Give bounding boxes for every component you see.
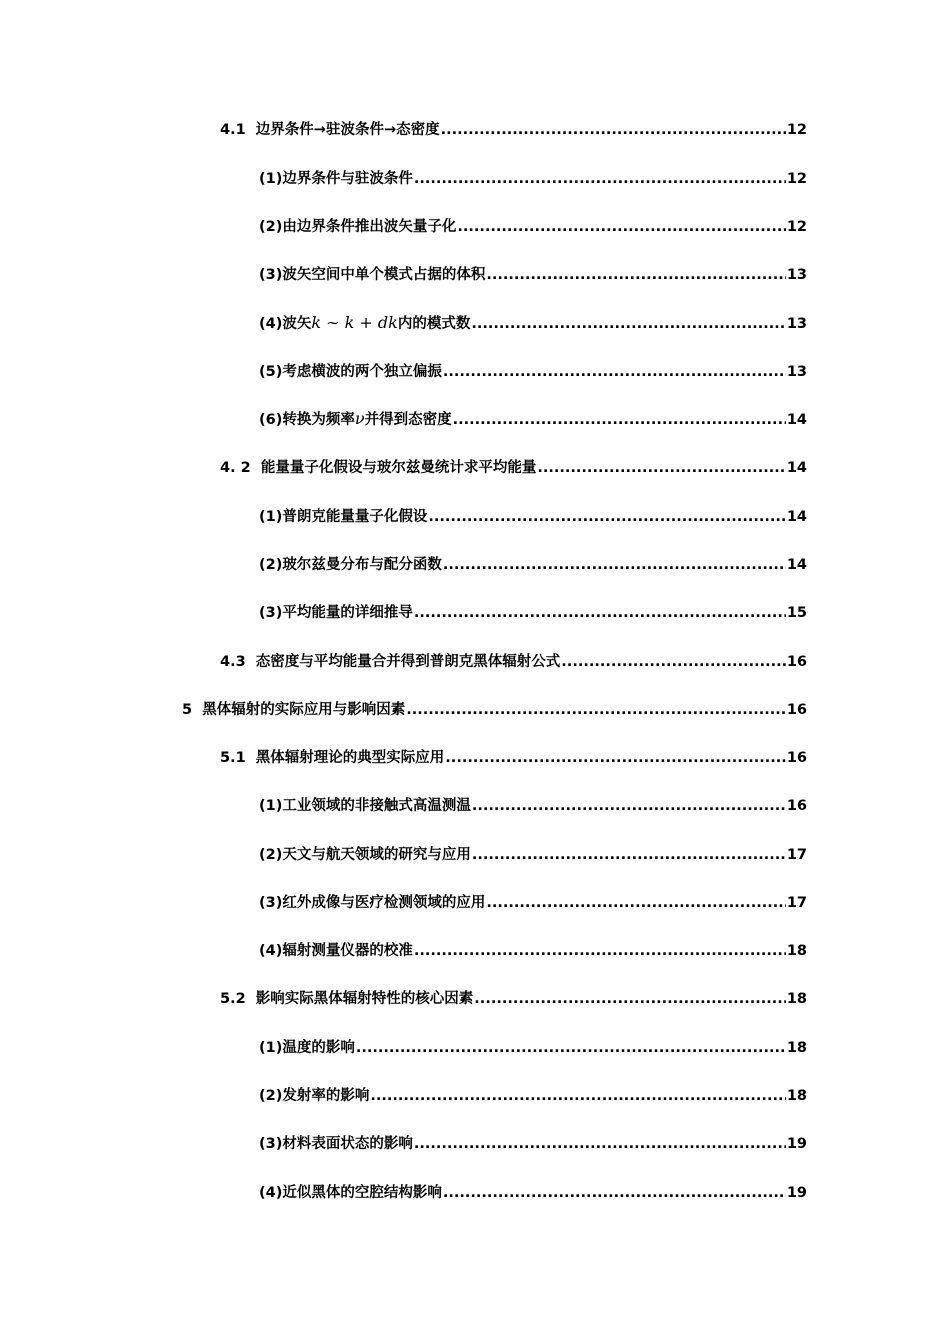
toc-title: 近似黑体的空腔结构影响 bbox=[282, 1185, 442, 1201]
toc-entry-5-2-3[interactable] bbox=[259, 1128, 807, 1154]
toc-page-number: 18 bbox=[786, 991, 807, 1007]
toc-entry-5-2-2[interactable] bbox=[259, 1080, 807, 1106]
toc-page-number: 14 bbox=[786, 460, 807, 476]
toc-title: 温度的影响 bbox=[282, 1040, 355, 1056]
toc-entry-4-1[interactable] bbox=[220, 114, 807, 140]
toc-entry-5-2[interactable] bbox=[220, 983, 807, 1009]
dot-leader bbox=[472, 796, 786, 816]
toc-entry-5-1-4[interactable] bbox=[259, 935, 807, 961]
toc-page-number: 17 bbox=[786, 895, 807, 911]
toc-page-number: 16 bbox=[786, 750, 807, 766]
toc-entry-4-1-2[interactable] bbox=[259, 211, 807, 237]
toc-page-number: 18 bbox=[786, 943, 807, 959]
toc-title: 考虑横波的两个独立偏振 bbox=[282, 364, 442, 380]
toc-page-number: 16 bbox=[786, 798, 807, 814]
toc-number: (5) bbox=[259, 364, 283, 380]
toc-entry-5-1-2[interactable] bbox=[259, 839, 807, 865]
dot-leader bbox=[406, 700, 786, 720]
toc-number: (3) bbox=[259, 605, 283, 621]
dot-leader bbox=[443, 362, 786, 382]
toc-number: (2) bbox=[259, 219, 283, 235]
toc-title: 材料表面状态的影响 bbox=[282, 1136, 413, 1152]
toc-page-number: 16 bbox=[786, 654, 807, 670]
math-expression: k ∼ k + dk bbox=[311, 313, 398, 332]
dot-leader bbox=[441, 120, 786, 140]
dot-leader bbox=[457, 217, 785, 237]
toc-page-number: 17 bbox=[786, 847, 807, 863]
toc-title-prefix: 转换为频率 bbox=[282, 412, 355, 428]
toc-title: 辐射测量仪器的校准 bbox=[282, 943, 413, 959]
toc-entry-4-2-1[interactable] bbox=[259, 501, 807, 527]
toc-page-number: 13 bbox=[786, 316, 807, 332]
toc-number: (2) bbox=[259, 557, 283, 573]
toc-page-number: 19 bbox=[786, 1136, 807, 1152]
toc-page-number: 12 bbox=[786, 122, 807, 138]
toc-title: 工业领域的非接触式高温测温 bbox=[282, 798, 471, 814]
toc-title: 玻尔兹曼分布与配分函数 bbox=[282, 557, 442, 573]
toc-entry-5-2-4[interactable] bbox=[259, 1177, 807, 1203]
dot-leader bbox=[414, 603, 786, 623]
toc-entry-5-2-1[interactable] bbox=[259, 1032, 807, 1058]
toc-number: (3) bbox=[259, 895, 283, 911]
dot-leader bbox=[443, 1183, 786, 1203]
toc-page-number: 15 bbox=[786, 605, 807, 621]
dot-leader bbox=[414, 941, 786, 961]
toc-number: (1) bbox=[259, 798, 283, 814]
dot-leader bbox=[472, 845, 786, 865]
toc-title: 普朗克能量量子化假设 bbox=[282, 509, 428, 525]
toc-entry-5-1[interactable] bbox=[220, 742, 807, 768]
dot-leader bbox=[474, 989, 786, 1009]
toc-title: 平均能量的详细推导 bbox=[282, 605, 413, 621]
dot-leader bbox=[445, 748, 786, 768]
toc-number: 4.3 bbox=[220, 654, 246, 670]
toc-entry-4-3[interactable] bbox=[220, 646, 807, 672]
dot-leader bbox=[370, 1086, 785, 1106]
toc-title: 由边界条件推出波矢量子化 bbox=[282, 219, 457, 235]
toc-number: 5.2 bbox=[220, 991, 246, 1007]
toc-page-number: 13 bbox=[786, 267, 807, 283]
toc-number: (3) bbox=[259, 267, 283, 283]
toc-number: (1) bbox=[259, 1040, 283, 1056]
dot-leader bbox=[561, 652, 786, 672]
toc-number: (4) bbox=[259, 1185, 283, 1201]
toc-entry-4-1-5[interactable] bbox=[259, 356, 807, 382]
toc-title: 黑体辐射理论的典型实际应用 bbox=[255, 750, 445, 766]
toc-entry-5[interactable] bbox=[182, 694, 807, 720]
toc-entry-4-2[interactable] bbox=[220, 452, 807, 478]
toc-title: 黑体辐射的实际应用与影响因素 bbox=[202, 702, 406, 718]
toc-number: 5.1 bbox=[220, 750, 246, 766]
toc-number: (3) bbox=[259, 1136, 283, 1152]
toc-title: 天文与航天领域的研究与应用 bbox=[282, 847, 471, 863]
dot-leader bbox=[471, 314, 785, 334]
toc-number: (1) bbox=[259, 171, 283, 187]
dot-leader bbox=[356, 1038, 786, 1058]
toc-title: 能量量子化假设与玻尔兹曼统计求平均能量 bbox=[260, 460, 537, 476]
toc-number: (6) bbox=[259, 412, 283, 428]
toc-page-number: 13 bbox=[786, 364, 807, 380]
toc-number: (4) bbox=[259, 943, 283, 959]
dot-leader bbox=[537, 458, 785, 478]
toc-title-suffix: 内的模式数 bbox=[397, 316, 471, 332]
toc-page-number: 14 bbox=[786, 412, 807, 428]
toc-entry-5-1-3[interactable] bbox=[259, 887, 807, 913]
toc-entry-4-1-1[interactable] bbox=[259, 163, 807, 189]
toc-number: (4) bbox=[259, 316, 283, 332]
toc-page-number: 12 bbox=[786, 171, 807, 187]
toc-title: 边界条件→驻波条件→态密度 bbox=[255, 122, 440, 138]
toc-entry-5-1-1[interactable] bbox=[259, 790, 807, 816]
toc-entry-4-1-4[interactable] bbox=[259, 308, 807, 334]
toc-page-number: 14 bbox=[786, 557, 807, 573]
toc-number: 5 bbox=[182, 702, 193, 718]
toc-page-number: 19 bbox=[786, 1185, 807, 1201]
dot-leader bbox=[414, 169, 786, 189]
dot-leader bbox=[414, 1134, 786, 1154]
toc-entry-4-1-3[interactable] bbox=[259, 259, 807, 285]
toc-entry-4-2-2[interactable] bbox=[259, 549, 807, 575]
toc-number: 4. 2 bbox=[220, 460, 251, 476]
toc-title: 波矢空间中单个模式占据的体积 bbox=[282, 267, 486, 283]
toc-page-number: 18 bbox=[786, 1088, 807, 1104]
toc-page-number: 18 bbox=[786, 1040, 807, 1056]
toc-page-number: 14 bbox=[786, 509, 807, 525]
toc-title-suffix: 并得到态密度 bbox=[364, 412, 452, 428]
dot-leader bbox=[486, 893, 785, 913]
toc-title: 态密度与平均能量合并得到普朗克黑体辐射公式 bbox=[255, 654, 561, 670]
toc-number: 4.1 bbox=[220, 122, 246, 138]
toc-number: (1) bbox=[259, 509, 283, 525]
toc-entry-4-2-3[interactable] bbox=[259, 597, 807, 623]
toc-page-number: 16 bbox=[786, 702, 807, 718]
dot-leader bbox=[443, 555, 786, 575]
toc-entry-4-1-6[interactable] bbox=[259, 404, 807, 430]
toc-title: 边界条件与驻波条件 bbox=[282, 171, 413, 187]
toc-page-number: 12 bbox=[786, 219, 807, 235]
dot-leader bbox=[428, 507, 785, 527]
toc-title: 发射率的影响 bbox=[282, 1088, 370, 1104]
toc-number: (2) bbox=[259, 1088, 283, 1104]
dot-leader bbox=[486, 265, 785, 285]
toc-title: 红外成像与医疗检测领域的应用 bbox=[282, 895, 486, 911]
math-expression: ν bbox=[354, 409, 365, 428]
toc-number: (2) bbox=[259, 847, 283, 863]
toc-title: 影响实际黑体辐射特性的核心因素 bbox=[255, 991, 474, 1007]
dot-leader bbox=[453, 410, 786, 430]
toc-title-prefix: 波矢 bbox=[282, 316, 312, 332]
